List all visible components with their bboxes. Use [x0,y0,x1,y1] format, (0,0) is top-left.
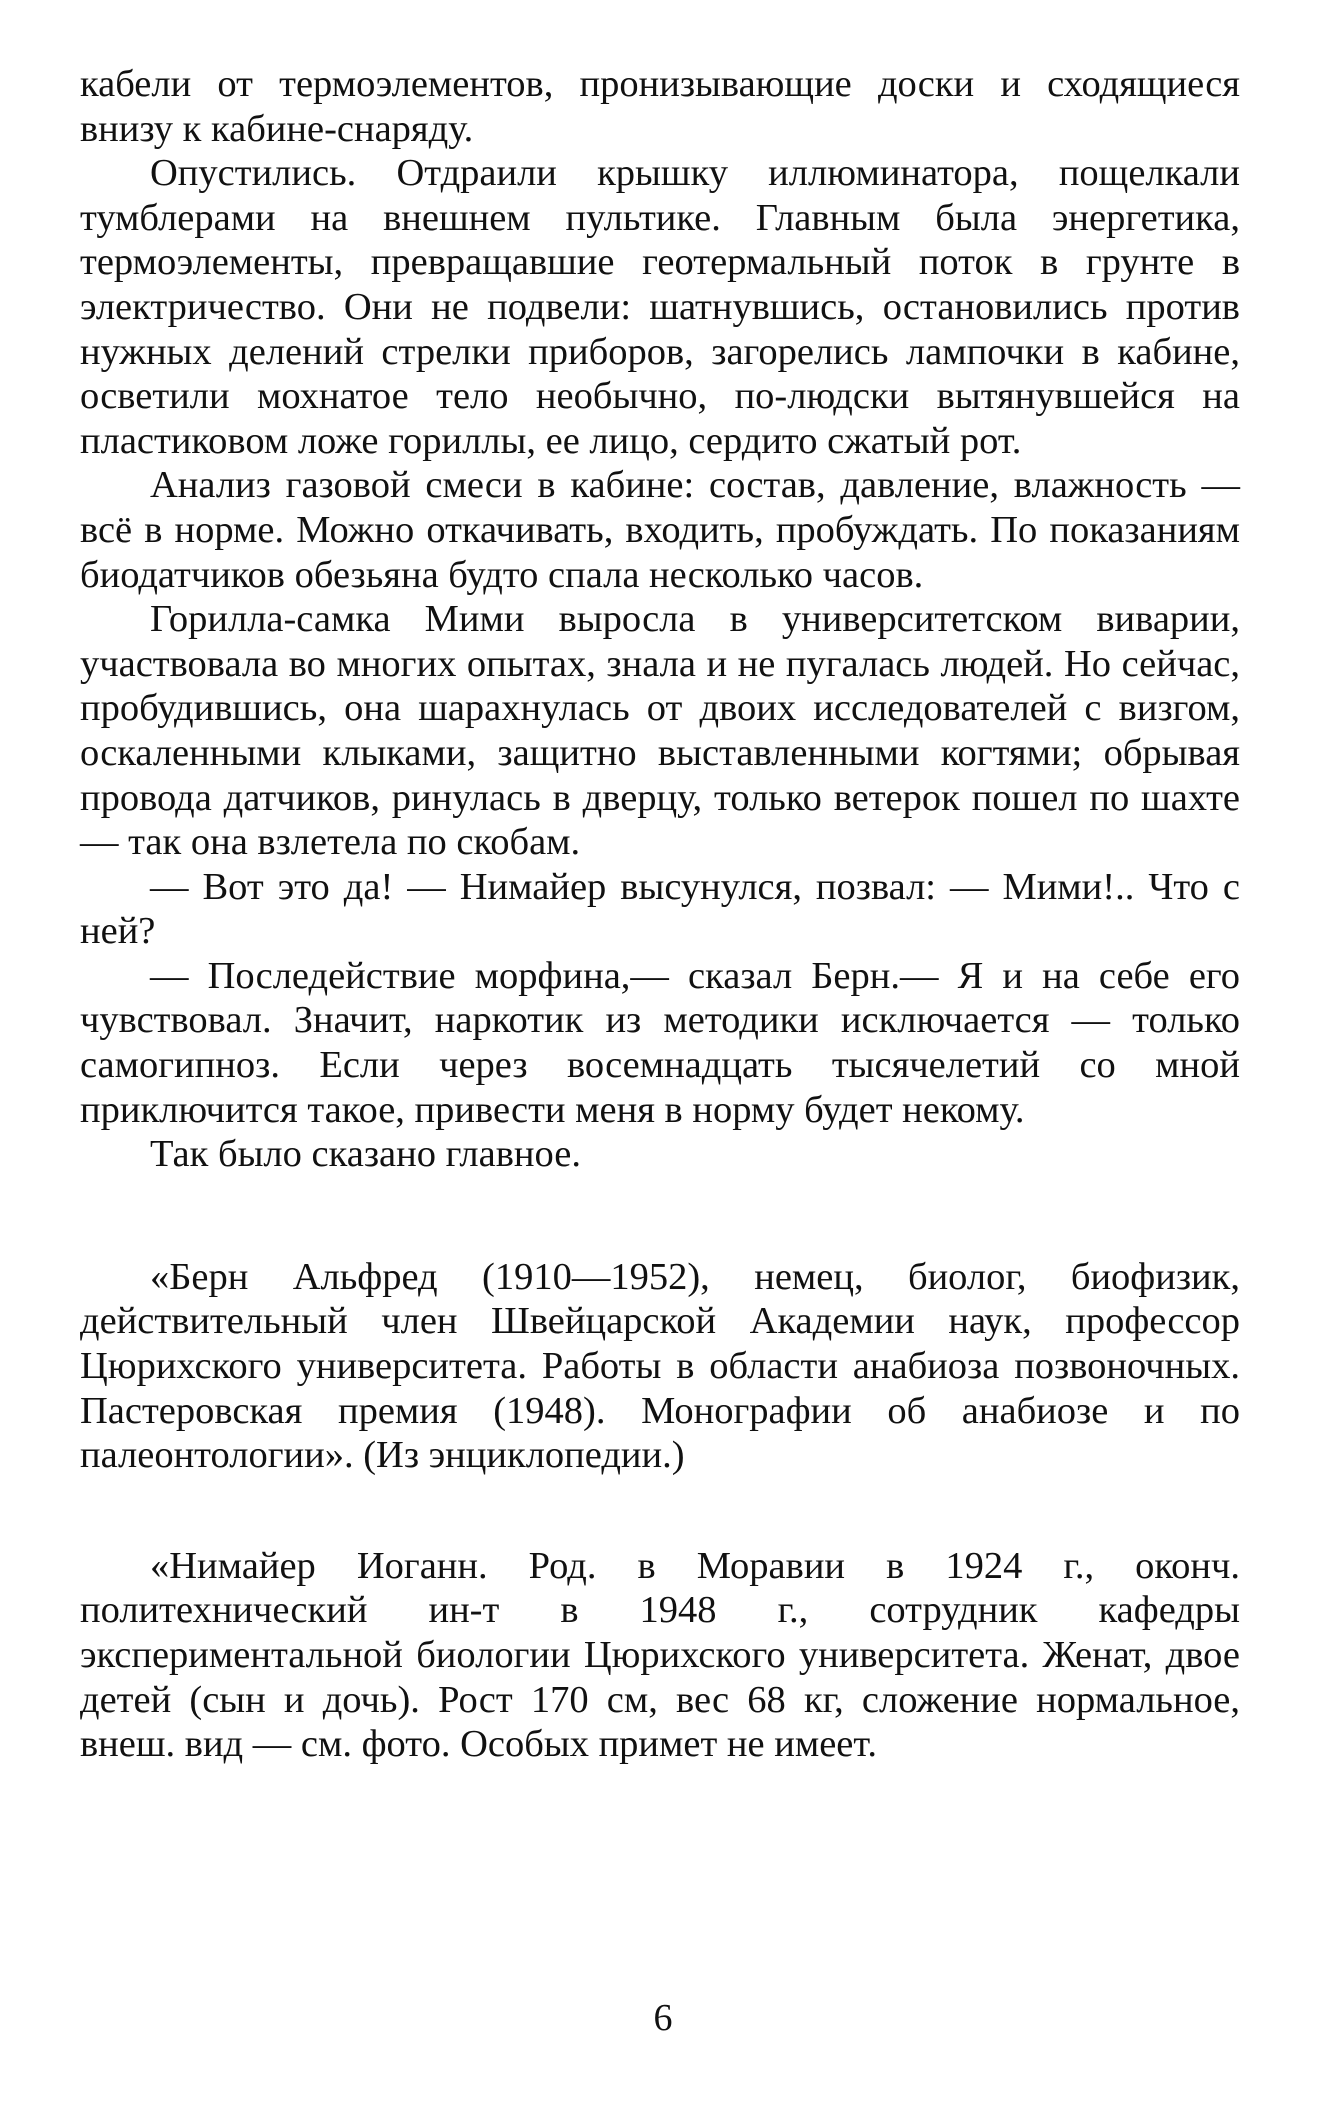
paragraph-main-said: Так было сказано главное. [150,1133,581,1176]
page-number: 6 [653,1997,673,2039]
paragraph-gas-analysis: Анализ газовой смеси в кабине: состав, давление, влажность — всё в норме. Можно откачивать, входить, пробуждать. По показаниям биодатчиков обезьяна будто спала несколько часов. [80,464,1240,596]
dialogue-nimayer: — Вот это да! — Нимайер высунулся, позвал: — Мими!.. Что с ней? [80,865,1240,953]
paragraph-continued: кабели от термоэлементов, пронизывающие доски и сходящиеся внизу к кабине-снаряду. [80,63,1240,150]
dialogue-bern: — Последействие морфина,— сказал Берн.— Я и на себе его чувствовал. Значит, наркотик из методики исключается — только самогипноз. Если через восемнадцать тысячелетий со мной приключится такое, привести меня в норму будет некому. [80,954,1240,1131]
encyclopedia-quote-bern: «Берн Альфред (1910—1952), немец, биолог, биофизик, действительный член Швейцарской Академии наук, профессор Цюрихского университета. Работы в области анабиоза позвоночных. Пастеровская премия (1948). Монографии об анабиозе и по палеонтологии». (Из энциклопедии.) [80,1255,1240,1477]
page-body [80,62,1240,1767]
dossier-quote-nimayer: «Нимайер Иоганн. Род. в Моравии в 1924 г., оконч. политехнический ин-т в 1948 г., сотрудник кафедры экспериментальной биологии Цюрихского университета. Женат, двое детей (сын и дочь). Рост 170 см, вес 68 кг, сложение нормальное, внеш. вид — см. фото. Особых примет не имеет. [80,1544,1240,1766]
paragraph-gorilla-mimi: Горилла-самка Мими выросла в университетском виварии, участвовала во многих опытах, знала и не пугалась людей. Но сейчас, пробудившись, она шарахнулась от двоих исследователей с визгом, оскаленными клыками, защитно выставленными когтями; обрывая провода датчиков, ринулась в дверцу, только ветерок пошел по шахте — так она взлетела по скобам. [80,598,1240,864]
paragraph-descent: Опустились. Отдраили крышку иллюминатора, пощелкали тумблерами на внешнем пультике. Главным была энергетика, термоэлементы, превращавшие геотермальный поток в грунте в электричество. Они не подвели: шатнувшись, остановились против нужных делений стрелки приборов, загорелись лампочки в кабине, осветили мохнатое тело необычно, по-людски вытянувшейся на пластиковом ложе гориллы, ее лицо, сердито сжатый рот. [80,152,1240,462]
